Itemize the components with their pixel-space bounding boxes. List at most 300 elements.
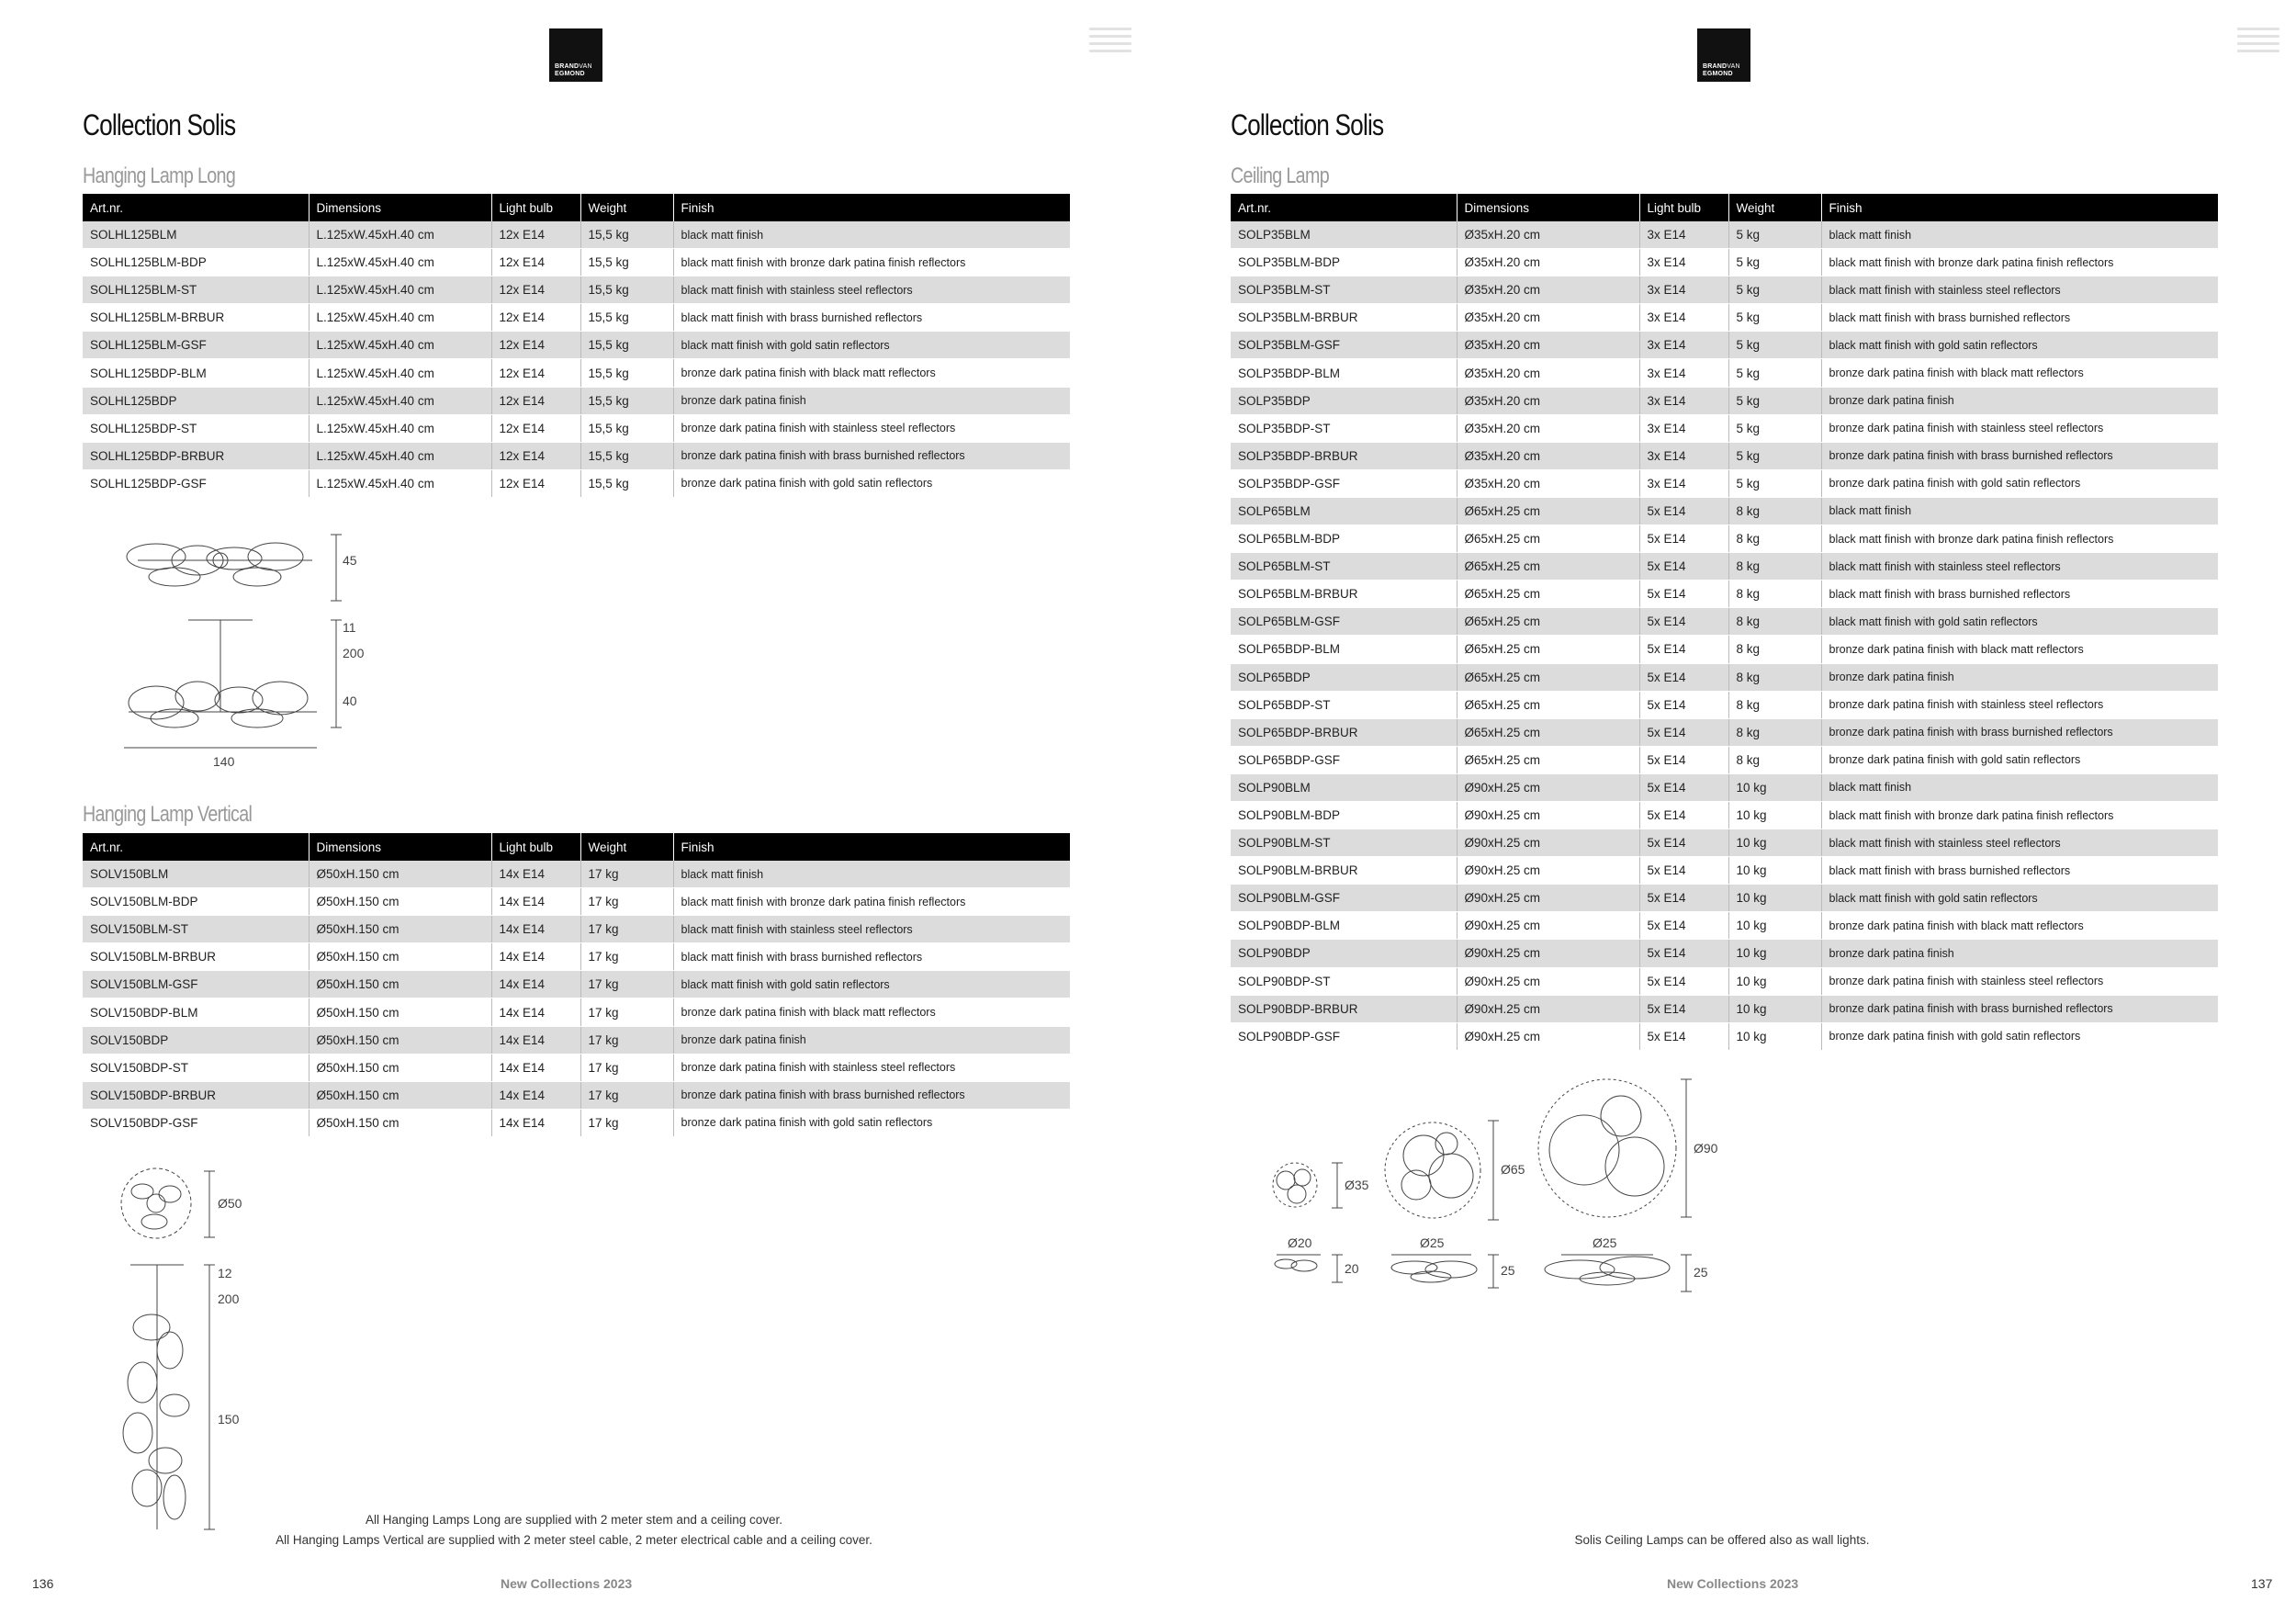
menu-icon[interactable]	[2237, 28, 2279, 55]
cell-finish: black matt finish with bronze dark patina finish reflectors	[1821, 801, 2218, 829]
cell-art-nr: SOLHL125BDP-BRBUR	[83, 442, 309, 469]
cell-finish: black matt finish with brass burnished reflectors	[1821, 857, 2218, 885]
table-row	[83, 249, 1070, 276]
cell-dimensions: Ø50xH.150 cm	[309, 971, 491, 998]
cell-light-bulb: 5x E14	[1639, 801, 1728, 829]
table-row	[83, 276, 1070, 304]
cell-art-nr: SOLP35BLM-GSF	[1231, 332, 1457, 359]
table-row	[83, 332, 1070, 359]
table-row	[1231, 691, 2218, 718]
table-row	[1231, 829, 2218, 857]
cell-finish: bronze dark patina finish with gold satin reflectors	[1821, 1022, 2218, 1050]
cell-finish: bronze dark patina finish	[673, 387, 1070, 414]
cell-finish: bronze dark patina finish with gold satin reflectors	[1821, 469, 2218, 497]
cell-weight: 10 kg	[1728, 967, 1821, 995]
cell-light-bulb: 5x E14	[1639, 718, 1728, 746]
cell-art-nr: SOLP90BLM-GSF	[1231, 885, 1457, 912]
cell-dimensions: Ø65xH.25 cm	[1457, 663, 1639, 691]
page-title: Collection Solis	[1231, 108, 1384, 141]
cell-weight: 5 kg	[1728, 359, 1821, 387]
table-row	[83, 1054, 1070, 1081]
cell-finish: bronze dark patina finish	[1821, 663, 2218, 691]
cell-dimensions: Ø65xH.25 cm	[1457, 718, 1639, 746]
menu-icon[interactable]	[1089, 28, 1131, 55]
cell-dimensions: Ø50xH.150 cm	[309, 916, 491, 943]
col-header: Weight	[580, 833, 673, 861]
col-header: Finish	[673, 833, 1070, 861]
cell-light-bulb: 3x E14	[1639, 387, 1728, 414]
cell-dimensions: L.125xW.45xH.40 cm	[309, 469, 491, 497]
table-row	[83, 916, 1070, 943]
cell-light-bulb: 12x E14	[491, 221, 580, 249]
hanging-vertical-drawing	[110, 1162, 294, 1539]
dim-height: 150	[218, 1412, 240, 1427]
cell-light-bulb: 5x E14	[1639, 497, 1728, 524]
cell-art-nr: SOLP35BDP-GSF	[1231, 469, 1457, 497]
cell-finish: bronze dark patina finish	[1821, 387, 2218, 414]
table-header-row	[1231, 194, 2218, 221]
brand-line1: BRANDVAN	[555, 63, 592, 70]
cell-finish: bronze dark patina finish with black matt reflectors	[1821, 636, 2218, 663]
note-line: All Hanging Lamps Long are supplied with 2 meter stem and a ceiling cover.	[365, 1513, 782, 1527]
cell-art-nr: SOLP35BLM-BDP	[1231, 249, 1457, 276]
cell-weight: 15,5 kg	[580, 304, 673, 332]
cell-finish: bronze dark patina finish with stainless steel reflectors	[1821, 414, 2218, 442]
cell-weight: 15,5 kg	[580, 442, 673, 469]
cell-light-bulb: 5x E14	[1639, 691, 1728, 718]
cell-dimensions: Ø65xH.25 cm	[1457, 636, 1639, 663]
table-row	[1231, 1022, 2218, 1050]
cell-light-bulb: 5x E14	[1639, 967, 1728, 995]
brand-line2: EGMOND	[1703, 71, 1733, 77]
cell-light-bulb: 14x E14	[491, 971, 580, 998]
col-header: Light bulb	[491, 833, 580, 861]
cell-weight: 5 kg	[1728, 221, 1821, 249]
cell-weight: 17 kg	[580, 1109, 673, 1136]
cell-dimensions: Ø50xH.150 cm	[309, 1109, 491, 1136]
cell-light-bulb: 12x E14	[491, 387, 580, 414]
table-row	[1231, 359, 2218, 387]
cell-weight: 5 kg	[1728, 442, 1821, 469]
cell-weight: 17 kg	[580, 943, 673, 971]
cell-weight: 8 kg	[1728, 691, 1821, 718]
col-header: Art.nr.	[1231, 194, 1457, 221]
cell-dimensions: Ø65xH.25 cm	[1457, 497, 1639, 524]
cell-finish: black matt finish with bronze dark patina finish reflectors	[673, 249, 1070, 276]
table-row	[83, 971, 1070, 998]
cell-dimensions: Ø65xH.25 cm	[1457, 581, 1639, 608]
cell-finish: bronze dark patina finish with stainless steel reflectors	[1821, 691, 2218, 718]
table-row	[1231, 663, 2218, 691]
cell-dimensions: Ø35xH.20 cm	[1457, 442, 1639, 469]
section-subtitle-ceiling: Ceiling Lamp	[1231, 164, 1329, 188]
cell-finish: bronze dark patina finish with brass burnished reflectors	[673, 442, 1070, 469]
cell-finish: black matt finish with bronze dark patina finish reflectors	[1821, 249, 2218, 276]
cell-dimensions: L.125xW.45xH.40 cm	[309, 414, 491, 442]
table-header-row	[83, 194, 1070, 221]
note-line: All Hanging Lamps Vertical are supplied with 2 meter steel cable, 2 meter electrical cable and a ceiling cover.	[276, 1533, 872, 1547]
table-row	[1231, 857, 2218, 885]
cell-dimensions: Ø50xH.150 cm	[309, 1026, 491, 1054]
cell-art-nr: SOLV150BDP	[83, 1026, 309, 1054]
cell-light-bulb: 5x E14	[1639, 773, 1728, 801]
cell-light-bulb: 5x E14	[1639, 885, 1728, 912]
table-row	[1231, 387, 2218, 414]
cell-weight: 8 kg	[1728, 497, 1821, 524]
cell-art-nr: SOLV150BLM-BRBUR	[83, 943, 309, 971]
cell-art-nr: SOLHL125BLM	[83, 221, 309, 249]
cell-dimensions: Ø90xH.25 cm	[1457, 829, 1639, 857]
footnote: Solis Ceiling Lamps can be offered also as wall lights.	[1574, 1533, 1870, 1547]
cell-finish: black matt finish with stainless steel reflectors	[1821, 276, 2218, 304]
brand-logo	[1697, 28, 1750, 82]
cell-art-nr: SOLV150BLM-ST	[83, 916, 309, 943]
cell-art-nr: SOLHL125BLM-GSF	[83, 332, 309, 359]
cell-weight: 15,5 kg	[580, 469, 673, 497]
cell-art-nr: SOLHL125BLM-BRBUR	[83, 304, 309, 332]
cell-art-nr: SOLP65BLM-ST	[1231, 553, 1457, 581]
cell-art-nr: SOLP65BDP-BLM	[1231, 636, 1457, 663]
cell-weight: 10 kg	[1728, 857, 1821, 885]
cell-dimensions: L.125xW.45xH.40 cm	[309, 249, 491, 276]
page-number: 136	[32, 1576, 54, 1591]
cell-finish: black matt finish with stainless steel reflectors	[673, 276, 1070, 304]
cell-dimensions: Ø90xH.25 cm	[1457, 885, 1639, 912]
cell-art-nr: SOLP65BLM-BRBUR	[1231, 581, 1457, 608]
cell-finish: black matt finish	[673, 221, 1070, 249]
col-header: Light bulb	[491, 194, 580, 221]
brand-line1: BRANDVAN	[1703, 63, 1740, 70]
table-row	[1231, 746, 2218, 773]
cell-light-bulb: 12x E14	[491, 469, 580, 497]
section-subtitle-hanging-long: Hanging Lamp Long	[83, 164, 236, 188]
cell-dimensions: Ø35xH.20 cm	[1457, 387, 1639, 414]
table-row	[1231, 497, 2218, 524]
cell-finish: black matt finish with brass burnished reflectors	[1821, 581, 2218, 608]
cell-light-bulb: 3x E14	[1639, 442, 1728, 469]
cell-art-nr: SOLV150BLM-BDP	[83, 888, 309, 916]
cell-dimensions: L.125xW.45xH.40 cm	[309, 304, 491, 332]
cell-art-nr: SOLP35BLM-ST	[1231, 276, 1457, 304]
cell-dimensions: Ø90xH.25 cm	[1457, 773, 1639, 801]
cell-light-bulb: 14x E14	[491, 1109, 580, 1136]
cell-dimensions: Ø35xH.20 cm	[1457, 414, 1639, 442]
cell-finish: bronze dark patina finish with gold satin reflectors	[673, 1109, 1070, 1136]
cell-dimensions: Ø35xH.20 cm	[1457, 359, 1639, 387]
cell-art-nr: SOLP35BDP	[1231, 387, 1457, 414]
cell-art-nr: SOLV150BDP-ST	[83, 1054, 309, 1081]
cell-dimensions: Ø65xH.25 cm	[1457, 746, 1639, 773]
brand-logo	[549, 28, 602, 82]
page-title: Collection Solis	[83, 108, 236, 141]
cell-finish: black matt finish	[1821, 773, 2218, 801]
cell-art-nr: SOLHL125BDP	[83, 387, 309, 414]
cell-weight: 17 kg	[580, 916, 673, 943]
cell-finish: bronze dark patina finish with brass burnished reflectors	[1821, 442, 2218, 469]
cell-art-nr: SOLP65BDP-GSF	[1231, 746, 1457, 773]
table-row	[83, 943, 1070, 971]
cell-weight: 15,5 kg	[580, 387, 673, 414]
cell-light-bulb: 14x E14	[491, 1026, 580, 1054]
cell-light-bulb: 12x E14	[491, 304, 580, 332]
col-header: Dimensions	[309, 833, 491, 861]
cell-finish: black matt finish with gold satin reflectors	[1821, 608, 2218, 636]
cell-dimensions: L.125xW.45xH.40 cm	[309, 359, 491, 387]
cell-dimensions: Ø35xH.20 cm	[1457, 304, 1639, 332]
cell-dimensions: Ø90xH.25 cm	[1457, 857, 1639, 885]
col-header: Art.nr.	[83, 194, 309, 221]
cell-finish: black matt finish with bronze dark patina finish reflectors	[673, 888, 1070, 916]
table-row	[1231, 912, 2218, 940]
cell-weight: 5 kg	[1728, 276, 1821, 304]
cell-finish: black matt finish with brass burnished reflectors	[1821, 304, 2218, 332]
cell-weight: 10 kg	[1728, 940, 1821, 967]
cell-dimensions: Ø65xH.25 cm	[1457, 553, 1639, 581]
dim-top-height: 45	[343, 553, 357, 568]
table-row	[1231, 332, 2218, 359]
cell-dimensions: Ø65xH.25 cm	[1457, 691, 1639, 718]
brand-line2: EGMOND	[555, 71, 585, 77]
cell-dimensions: Ø90xH.25 cm	[1457, 801, 1639, 829]
cell-dimensions: L.125xW.45xH.40 cm	[309, 276, 491, 304]
cell-art-nr: SOLP90BDP-ST	[1231, 967, 1457, 995]
cell-light-bulb: 3x E14	[1639, 332, 1728, 359]
cell-weight: 5 kg	[1728, 469, 1821, 497]
cell-weight: 5 kg	[1728, 332, 1821, 359]
cell-light-bulb: 12x E14	[491, 332, 580, 359]
table-row	[83, 469, 1070, 497]
cell-art-nr: SOLP35BLM	[1231, 221, 1457, 249]
cell-finish: bronze dark patina finish with brass burnished reflectors	[1821, 995, 2218, 1022]
footnote	[184, 1510, 964, 1551]
cell-dimensions: L.125xW.45xH.40 cm	[309, 387, 491, 414]
cell-dimensions: Ø35xH.20 cm	[1457, 332, 1639, 359]
table-row	[1231, 276, 2218, 304]
table-row	[1231, 608, 2218, 636]
cell-weight: 17 kg	[580, 1054, 673, 1081]
cell-light-bulb: 5x E14	[1639, 581, 1728, 608]
cell-weight: 10 kg	[1728, 1022, 1821, 1050]
cell-weight: 15,5 kg	[580, 332, 673, 359]
cell-dimensions: Ø90xH.25 cm	[1457, 967, 1639, 995]
ceiling-lamps-drawing	[1267, 1075, 2057, 1314]
cell-light-bulb: 5x E14	[1639, 995, 1728, 1022]
footer-title: New Collections 2023	[1667, 1576, 1799, 1591]
cell-light-bulb: 3x E14	[1639, 221, 1728, 249]
cell-finish: black matt finish with gold satin reflectors	[673, 971, 1070, 998]
cell-light-bulb: 5x E14	[1639, 746, 1728, 773]
cell-art-nr: SOLP90BDP-BLM	[1231, 912, 1457, 940]
table-row	[83, 888, 1070, 916]
cell-finish: bronze dark patina finish with black matt reflectors	[673, 998, 1070, 1026]
cell-dimensions: Ø35xH.20 cm	[1457, 249, 1639, 276]
cell-dimensions: Ø50xH.150 cm	[309, 861, 491, 888]
col-header: Finish	[673, 194, 1070, 221]
col-header: Weight	[1728, 194, 1821, 221]
dim-stem-top: 12	[218, 1266, 232, 1280]
cell-finish: bronze dark patina finish with stainless steel reflectors	[673, 414, 1070, 442]
table-row	[1231, 304, 2218, 332]
cell-art-nr: SOLP65BLM-BDP	[1231, 525, 1457, 553]
cell-light-bulb: 5x E14	[1639, 608, 1728, 636]
cell-dimensions: L.125xW.45xH.40 cm	[309, 442, 491, 469]
table-row	[1231, 718, 2218, 746]
cell-dimensions: Ø65xH.25 cm	[1457, 608, 1639, 636]
cell-light-bulb: 12x E14	[491, 276, 580, 304]
cell-art-nr: SOLP65BDP-BRBUR	[1231, 718, 1457, 746]
dim-stem-top: 11	[343, 620, 356, 635]
dim-length: 140	[213, 754, 235, 769]
cell-art-nr: SOLP90BLM	[1231, 773, 1457, 801]
cell-light-bulb: 3x E14	[1639, 414, 1728, 442]
page-number: 137	[2251, 1576, 2273, 1591]
table-row	[1231, 967, 2218, 995]
cell-finish: black matt finish with gold satin reflectors	[1821, 885, 2218, 912]
cell-weight: 5 kg	[1728, 387, 1821, 414]
col-header: Dimensions	[309, 194, 491, 221]
table-row	[1231, 636, 2218, 663]
cell-art-nr: SOLHL125BLM-BDP	[83, 249, 309, 276]
dim-d25a: Ø25	[1420, 1235, 1445, 1250]
cell-finish: black matt finish with stainless steel reflectors	[1821, 829, 2218, 857]
dim-stem: 200	[343, 646, 365, 660]
col-header: Light bulb	[1639, 194, 1728, 221]
cell-weight: 10 kg	[1728, 912, 1821, 940]
cell-light-bulb: 12x E14	[491, 442, 580, 469]
cell-dimensions: Ø35xH.20 cm	[1457, 469, 1639, 497]
col-header: Weight	[580, 194, 673, 221]
cell-light-bulb: 5x E14	[1639, 912, 1728, 940]
table-row	[83, 387, 1070, 414]
cell-light-bulb: 3x E14	[1639, 276, 1728, 304]
cell-art-nr: SOLP90BDP-BRBUR	[1231, 995, 1457, 1022]
col-header: Dimensions	[1457, 194, 1639, 221]
cell-dimensions: Ø50xH.150 cm	[309, 943, 491, 971]
cell-art-nr: SOLV150BLM	[83, 861, 309, 888]
cell-art-nr: SOLP35BLM-BRBUR	[1231, 304, 1457, 332]
cell-dimensions: Ø65xH.25 cm	[1457, 525, 1639, 553]
cell-art-nr: SOLP65BDP-ST	[1231, 691, 1457, 718]
cell-finish: black matt finish with bronze dark patina finish reflectors	[1821, 525, 2218, 553]
cell-art-nr: SOLP90BDP	[1231, 940, 1457, 967]
cell-light-bulb: 5x E14	[1639, 553, 1728, 581]
table-row	[83, 221, 1070, 249]
table-row	[1231, 581, 2218, 608]
cell-weight: 15,5 kg	[580, 276, 673, 304]
spec-table-hanging-vertical	[83, 833, 1070, 1137]
cell-art-nr: SOLP35BDP-ST	[1231, 414, 1457, 442]
cell-dimensions: Ø50xH.150 cm	[309, 1054, 491, 1081]
cell-art-nr: SOLV150BLM-GSF	[83, 971, 309, 998]
table-row	[83, 1109, 1070, 1136]
cell-finish: bronze dark patina finish with gold satin reflectors	[673, 469, 1070, 497]
table-row	[1231, 414, 2218, 442]
table-row	[1231, 885, 2218, 912]
right-page	[1148, 0, 2296, 1624]
table-row	[1231, 773, 2218, 801]
hanging-long-drawing	[110, 524, 386, 772]
dim-d90: Ø90	[1694, 1141, 1718, 1156]
cell-art-nr: SOLV150BDP-BRBUR	[83, 1081, 309, 1109]
cell-art-nr: SOLP65BDP	[1231, 663, 1457, 691]
cell-weight: 8 kg	[1728, 608, 1821, 636]
cell-dimensions: L.125xW.45xH.40 cm	[309, 221, 491, 249]
dim-body-height: 40	[343, 694, 357, 708]
cell-weight: 5 kg	[1728, 304, 1821, 332]
cell-art-nr: SOLP90BLM-ST	[1231, 829, 1457, 857]
cell-weight: 8 kg	[1728, 746, 1821, 773]
cell-art-nr: SOLP35BDP-BLM	[1231, 359, 1457, 387]
dim-d25b: Ø25	[1593, 1235, 1617, 1250]
cell-weight: 17 kg	[580, 888, 673, 916]
cell-finish: bronze dark patina finish with stainless steel reflectors	[1821, 967, 2218, 995]
cell-finish: black matt finish with brass burnished reflectors	[673, 943, 1070, 971]
cell-finish: black matt finish with stainless steel reflectors	[673, 916, 1070, 943]
cell-light-bulb: 3x E14	[1639, 469, 1728, 497]
table-row	[83, 998, 1070, 1026]
cell-art-nr: SOLHL125BDP-ST	[83, 414, 309, 442]
cell-light-bulb: 5x E14	[1639, 940, 1728, 967]
table-row	[1231, 553, 2218, 581]
cell-light-bulb: 5x E14	[1639, 857, 1728, 885]
cell-art-nr: SOLP90BLM-BDP	[1231, 801, 1457, 829]
cell-light-bulb: 14x E14	[491, 916, 580, 943]
col-header: Finish	[1821, 194, 2218, 221]
cell-dimensions: Ø90xH.25 cm	[1457, 912, 1639, 940]
table-row	[1231, 221, 2218, 249]
cell-weight: 17 kg	[580, 1081, 673, 1109]
cell-weight: 5 kg	[1728, 249, 1821, 276]
table-row	[1231, 469, 2218, 497]
cell-weight: 10 kg	[1728, 773, 1821, 801]
dim-d65: Ø65	[1501, 1162, 1525, 1177]
table-row	[1231, 442, 2218, 469]
table-row	[1231, 249, 2218, 276]
cell-light-bulb: 12x E14	[491, 414, 580, 442]
cell-dimensions: Ø50xH.150 cm	[309, 888, 491, 916]
cell-dimensions: Ø90xH.25 cm	[1457, 995, 1639, 1022]
cell-art-nr: SOLV150BDP-GSF	[83, 1109, 309, 1136]
table-row	[83, 442, 1070, 469]
cell-weight: 15,5 kg	[580, 249, 673, 276]
table-row	[1231, 940, 2218, 967]
cell-light-bulb: 14x E14	[491, 1054, 580, 1081]
cell-light-bulb: 12x E14	[491, 249, 580, 276]
cell-art-nr: SOLP65BLM	[1231, 497, 1457, 524]
cell-art-nr: SOLP90BDP-GSF	[1231, 1022, 1457, 1050]
cell-light-bulb: 5x E14	[1639, 636, 1728, 663]
cell-finish: black matt finish	[1821, 221, 2218, 249]
cell-light-bulb: 3x E14	[1639, 304, 1728, 332]
cell-dimensions: Ø35xH.20 cm	[1457, 221, 1639, 249]
cell-light-bulb: 14x E14	[491, 1081, 580, 1109]
dim-diameter: Ø50	[218, 1196, 242, 1211]
cell-finish: bronze dark patina finish with stainless steel reflectors	[673, 1054, 1070, 1081]
cell-weight: 5 kg	[1728, 414, 1821, 442]
col-header: Art.nr.	[83, 833, 309, 861]
table-row	[83, 861, 1070, 888]
cell-light-bulb: 14x E14	[491, 943, 580, 971]
cell-finish: black matt finish with gold satin reflectors	[673, 332, 1070, 359]
cell-weight: 15,5 kg	[580, 359, 673, 387]
cell-light-bulb: 3x E14	[1639, 249, 1728, 276]
cell-dimensions: Ø50xH.150 cm	[309, 1081, 491, 1109]
cell-weight: 17 kg	[580, 1026, 673, 1054]
cell-light-bulb: 14x E14	[491, 888, 580, 916]
cell-light-bulb: 14x E14	[491, 861, 580, 888]
cell-weight: 8 kg	[1728, 718, 1821, 746]
cell-weight: 8 kg	[1728, 636, 1821, 663]
